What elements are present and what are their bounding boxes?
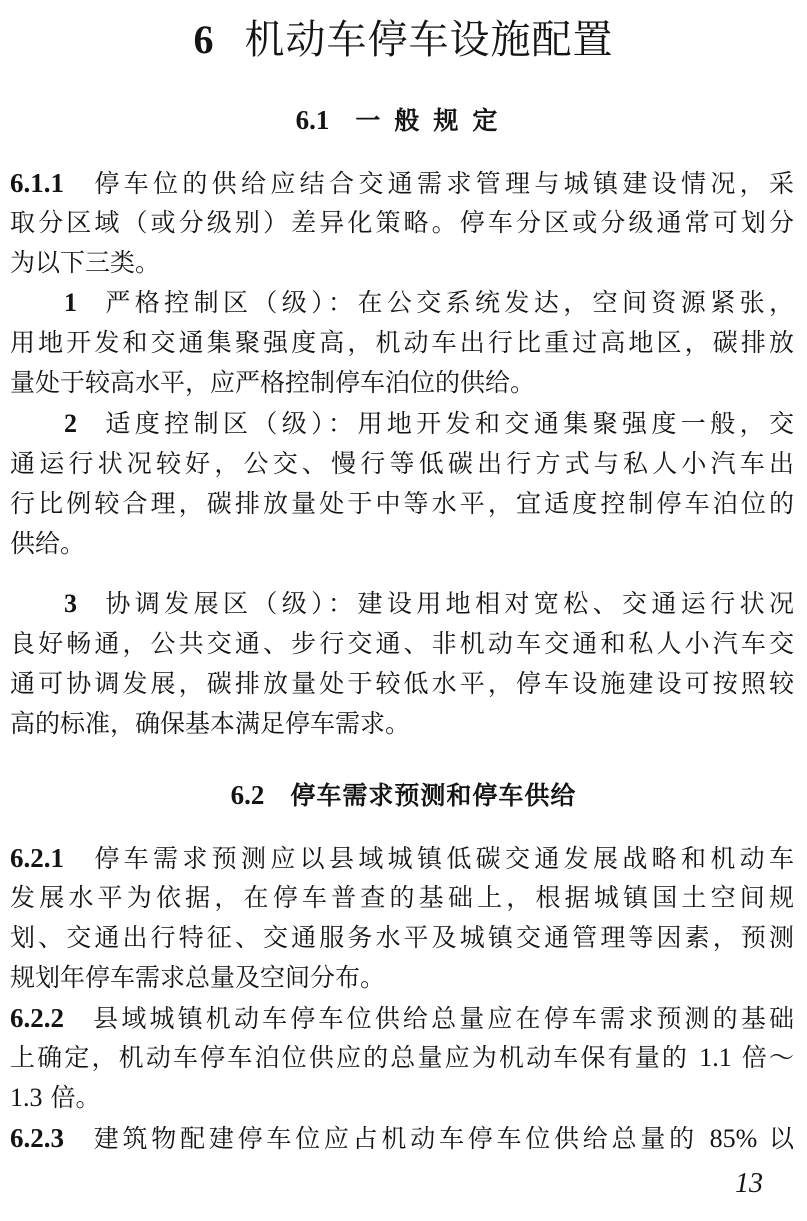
item-1-line-1 <box>64 283 794 323</box>
clause-text: 县域城镇机动车停车位供给总量应在停车需求预测的基础 <box>90 1004 794 1033</box>
clause-6-2-1-line-4 <box>10 958 794 998</box>
clause-6-2-1-line-1 <box>10 838 794 878</box>
clause-text: 取分区域（或分级别）差异化策略。停车分区或分级通常可划分 <box>10 208 794 237</box>
item-text: 量处于较高水平，应严格控制停车泊位的供给。 <box>10 368 536 397</box>
item-text: 供给。 <box>10 529 86 558</box>
item-3-line-3 <box>10 664 794 704</box>
item-text: 协调发展区（级）：建设用地相对宽松、交通运行状况 <box>101 589 794 618</box>
item-text: 通可协调发展，碳排放量处于较低水平，停车设施建设可按照较 <box>10 669 794 698</box>
item-text: 高的标准，确保基本满足停车需求。 <box>10 709 411 738</box>
clause-6-2-1-line-3 <box>10 918 794 958</box>
chapter-title <box>0 10 807 70</box>
chapter-title-text: 机动车停车设施配置 <box>244 17 614 63</box>
clause-number: 6.2.3 <box>10 1123 64 1153</box>
clause-number: 6.1.1 <box>10 168 64 198</box>
section-title-6-2 <box>0 775 807 815</box>
clause-text: 以 <box>768 1124 794 1153</box>
item-text: 通运行状况较好，公交、慢行等低碳出行方式与私人小汽车出 <box>10 449 794 478</box>
clause-text: 倍。 <box>50 1083 101 1112</box>
clause-text: 建筑物配建停车位应占机动车停车位供给总量的 <box>90 1124 698 1153</box>
clause-text: 规划年停车需求总量及空间分布。 <box>10 963 386 992</box>
percentage: 85% <box>709 1124 758 1153</box>
item-3-line-1 <box>64 584 794 624</box>
clause-6-2-2-line-2 <box>10 1038 794 1078</box>
clause-6-2-3-line-1 <box>10 1118 794 1158</box>
clause-6-2-1-line-2 <box>10 878 794 918</box>
item-2-line-2 <box>10 444 794 484</box>
item-number: 1 <box>64 288 77 317</box>
clause-6-1-1-line-1 <box>10 163 794 203</box>
clause-number: 6.2.1 <box>10 843 64 873</box>
clause-text: 停车位的供给应结合交通需求管理与城镇建设情况，采 <box>90 169 794 198</box>
clause-text: 为以下三类。 <box>10 248 161 277</box>
section-number: 6.2 <box>230 780 265 810</box>
ratio-min: 1.1 <box>699 1043 732 1072</box>
item-number: 2 <box>64 409 77 438</box>
item-text: 良好畅通，公共交通、步行交通、非机动车交通和私人小汽车交 <box>10 629 794 658</box>
section-title-text: 停车需求预测和停车供给 <box>290 781 577 810</box>
section-title-text: 一般规定 <box>355 106 512 135</box>
section-number: 6.1 <box>295 105 330 135</box>
item-text: 用地开发和交通集聚强度高，机动车出行比重过高地区，碳排放 <box>10 328 794 357</box>
item-1-line-2 <box>10 323 794 363</box>
clause-text: 停车需求预测应以县域城镇低碳交通发展战略和机动车 <box>90 844 794 873</box>
item-2-line-1 <box>64 404 794 444</box>
clause-6-1-1-line-3 <box>10 243 794 283</box>
clause-text: 发展水平为依据，在停车普查的基础上，根据城镇国土空间规 <box>10 883 794 912</box>
item-1-line-3 <box>10 363 794 403</box>
ratio-max: 1.3 <box>10 1083 43 1112</box>
item-text: 行比例较合理，碳排放量处于中等水平，宜适度控制停车泊位的 <box>10 489 794 518</box>
clause-text: 上确定，机动车停车泊位供应的总量应为机动车保有量的 <box>10 1043 690 1072</box>
item-number: 3 <box>64 589 77 618</box>
item-3-line-4 <box>10 704 794 744</box>
clause-number: 6.2.2 <box>10 1003 64 1033</box>
item-2-line-3 <box>10 484 794 524</box>
item-text: 适度控制区（级）：用地开发和交通集聚强度一般，交 <box>101 409 794 438</box>
page-number: 13 <box>735 1168 763 1199</box>
item-text: 严格控制区（级）：在公交系统发达，空间资源紧张， <box>101 288 794 317</box>
clause-6-1-1-line-2 <box>10 203 794 243</box>
chapter-number: 6 <box>193 17 215 62</box>
clause-6-2-2-line-3 <box>10 1078 794 1118</box>
clause-text: 划、交通出行特征、交通服务水平及城镇交通管理等因素，预测 <box>10 923 794 952</box>
section-title-6-1 <box>0 100 807 140</box>
clause-6-2-2-line-1 <box>10 998 794 1038</box>
item-2-line-4 <box>10 524 794 564</box>
item-3-line-2 <box>10 624 794 664</box>
clause-text: 倍～ <box>741 1043 794 1072</box>
